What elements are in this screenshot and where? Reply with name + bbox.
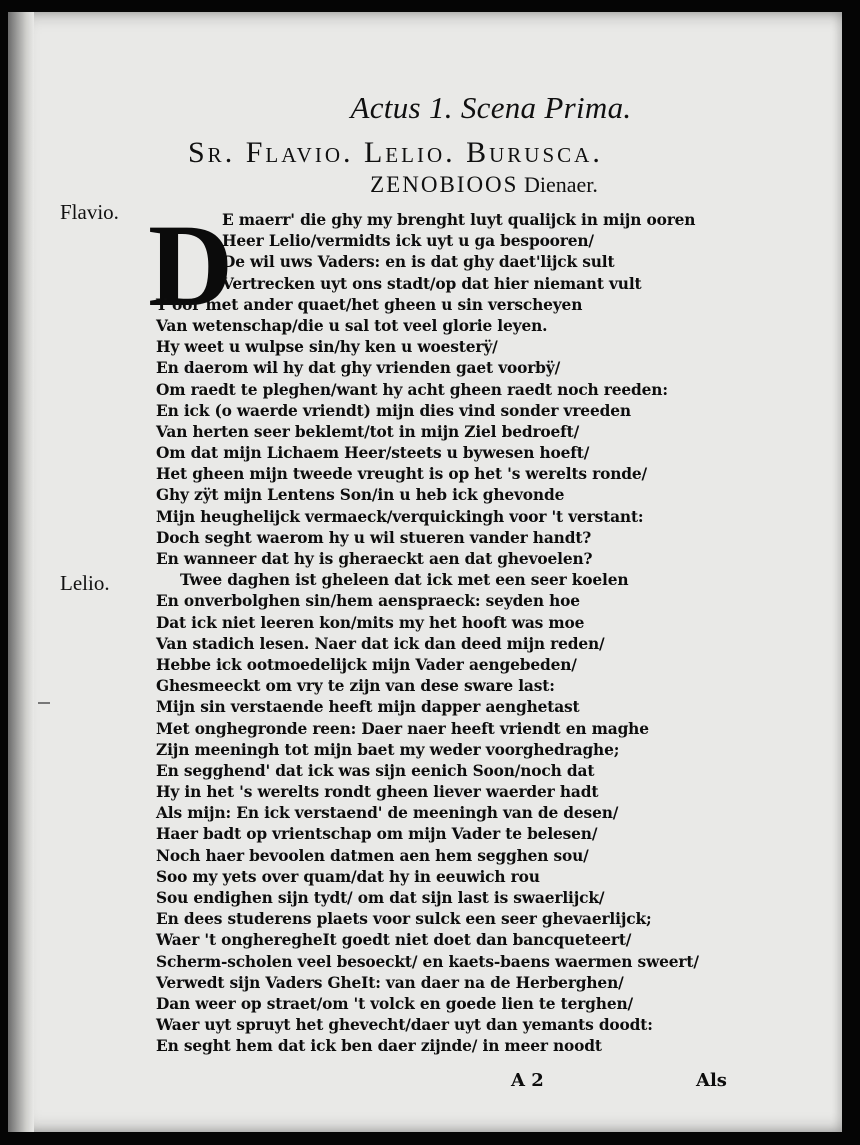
verse-line: Waer 't ongheregheIt goedt niet doet dan bancqueteert/: [156, 931, 632, 950]
characters-heading: Sr. Flavio. Lelio. Burusca.: [188, 136, 603, 169]
verse-line: Hebbe ick ootmoedelijck mijn Vader aengebeden/: [156, 655, 577, 674]
verse-line: E maerr' die ghy my brenght luyt qualijck in mijn ooren: [222, 211, 696, 229]
verse-line: En wanneer dat hy is gheraeckt aen dat ghevoelen?: [156, 550, 593, 568]
book-page: [8, 12, 842, 1132]
verse-line: De wil uws Vaders: en is dat ghy daet'lijck sult: [222, 253, 615, 272]
verse-line: En seght hem dat ick ben daer zijnde/ in meer noodt: [156, 1037, 602, 1056]
verse-line: Dan weer op straet/om 't volck en goede lien te terghen/: [156, 994, 633, 1013]
characters-heading-2: [8, 172, 842, 198]
verse-line: En onverbolghen sin/hem aenspraeck: seyden hoe: [156, 592, 580, 611]
verse-line: En ick (o waerde vriendt) mijn dies vind sonder vreeden: [156, 401, 631, 420]
verse-line: En daerom wil hy dat ghy vrienden gaet voorbÿ/: [156, 359, 561, 378]
speaker-flavio: Flavio.: [60, 200, 119, 224]
verse-line: Scherm-scholen veel besoeckt/ en kaets-baens waermen sweert/: [156, 952, 699, 971]
act-heading: Actus 1. Scena Prima.: [350, 90, 632, 125]
drop-cap: D: [148, 200, 234, 331]
verse-line: Soo my yets over quam/dat hy in eeuwich rou: [156, 867, 540, 886]
verse-line: Van herten seer beklemt/tot in mijn Ziel bedroeft/: [156, 422, 580, 441]
verse-line: Ghy zÿt mijn Lentens Son/in u heb ick ghevonde: [156, 486, 565, 505]
verse-line: Met onghegronde reen: Daer naer heeft vriendt en maghe: [156, 719, 649, 738]
signature-mark: A 2: [511, 1070, 544, 1091]
verse-line: Dat ick niet leeren kon/mits my het hooft was moe: [156, 613, 585, 632]
verse-line: Om raedt te pleghen/want hy acht gheen raedt noch reeden:: [156, 380, 668, 399]
verse-line: Waer uyt spruyt het ghevecht/daer uyt dan yemants doodt:: [156, 1016, 653, 1035]
verse-line: Het gheen mijn tweede vreught is op het 's werelts ronde/: [156, 465, 647, 484]
verse-line: Haer badt op vrientschap om mijn Vader te belesen/: [156, 825, 598, 844]
verse-line: Verwedt sijn Vaders GheIt: van daer na de Herberghen/: [156, 973, 624, 992]
verse-line: Hy weet u wulpse sin/hy ken u woesterÿ/: [156, 338, 498, 357]
verse-line: Twee daghen ist gheleen dat ick met een seer koelen: [180, 571, 629, 590]
verse-line: Als mijn: En ick verstaend' de meeningh van de desen/: [156, 804, 619, 823]
verse-line: Y oor met ander quaet/het gheen u sin verscheyen: [156, 295, 583, 314]
verse-line: Sou endighen sijn tydt/ om dat sijn last is swaerlijck/: [156, 889, 605, 907]
verse-line: En segghend' dat ick was sijn eenich Soon/noch dat: [156, 761, 595, 780]
verse-line: Zijn meeningh tot mijn baet my weder voorghedraghe;: [156, 740, 620, 759]
verse-line: Noch haer bevoolen datmen aen hem segghen sou/: [156, 846, 589, 865]
character-role: Dienaer.: [523, 172, 598, 197]
verse-line: Van wetenschap/die u sal tot veel glorie leyen.: [156, 316, 548, 335]
catchword: Als: [696, 1070, 727, 1091]
verse-line: En dees studerens plaets voor sulck een seer ghevaerlijck;: [156, 910, 652, 929]
verse-text: [156, 210, 756, 1058]
verse-line: Mijn sin verstaende heeft mijn dapper aenghetast: [156, 698, 580, 717]
verse-line: Heer Lelio/vermidts ick uyt u ga bespooren/: [222, 232, 594, 251]
margin-mark: [38, 702, 50, 704]
verse-line: Van stadich lesen. Naer dat ick dan deed mijn reden/: [156, 634, 605, 653]
verse-line: Ghesmeeckt om vry te zijn van dese sware last:: [156, 677, 555, 696]
verse-line: Mijn heughelijck vermaeck/verquickingh voor 't verstant:: [156, 507, 644, 526]
verse-line: Doch seght waerom hy u wil stueren vander handt?: [156, 528, 592, 547]
character-name: ZENOBIOOS: [370, 172, 519, 197]
verse-line: Vertrecken uyt ons stadt/op dat hier niemant vult: [222, 274, 642, 293]
speaker-lelio: Lelio.: [60, 571, 110, 595]
verse-line: Om dat mijn Lichaem Heer/steets u bywesen hoeft/: [156, 444, 590, 463]
verse-line: Hy in het 's werelts rondt gheen liever waerder hadt: [156, 783, 599, 802]
